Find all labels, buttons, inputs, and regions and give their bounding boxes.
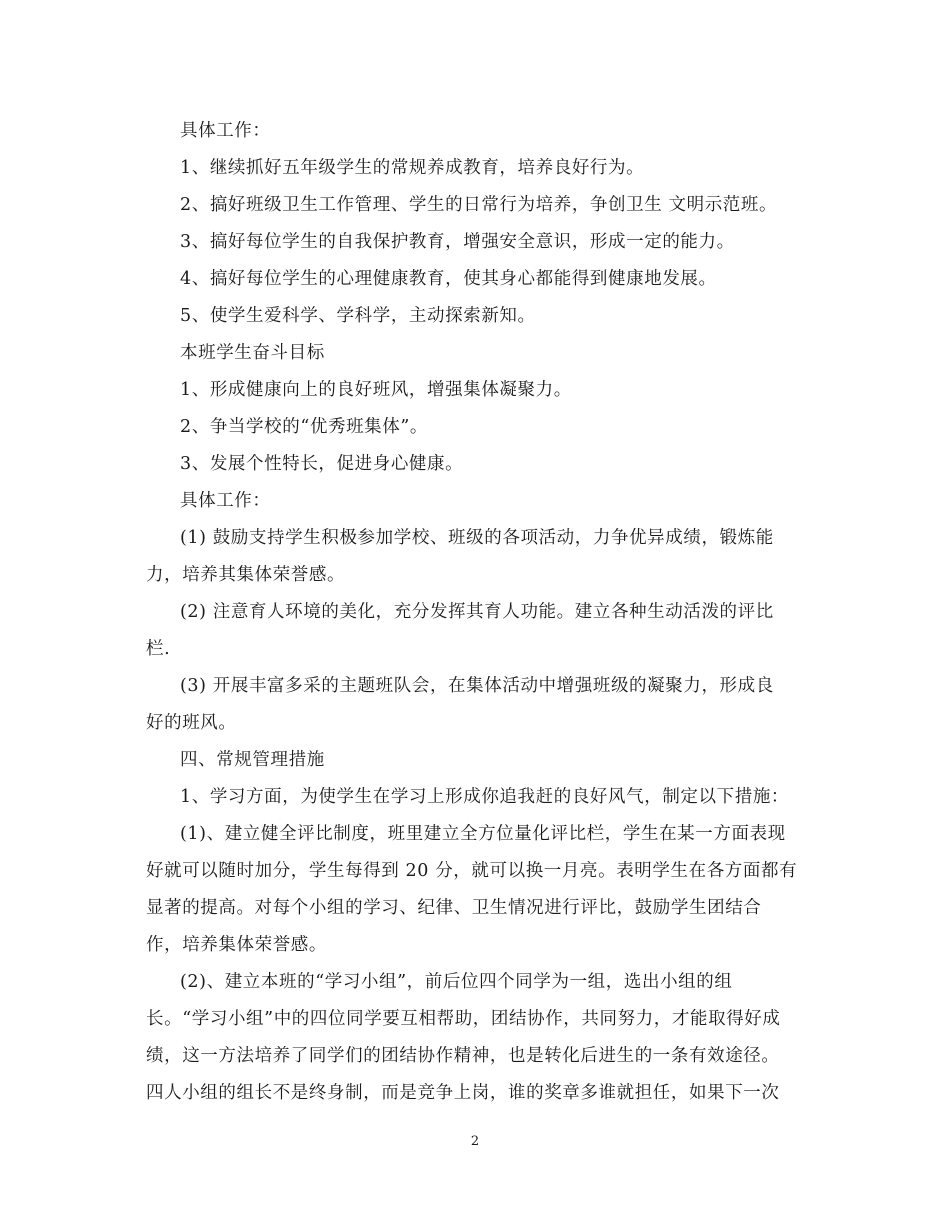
paragraph-line: 2、搞好班级卫生工作管理、学生的日常行为培养，争创卫生 文明示范班。 <box>180 195 778 215</box>
paragraph-line: 作，培养集体荣誉感。 <box>146 935 327 955</box>
section-heading-specific-work: 具体工作： <box>180 491 271 511</box>
paragraph-line: 5、使学生爱科学、学科学，主动探索新知。 <box>180 306 536 326</box>
paragraph-line: 3、搞好每位学生的自我保护教育，增强安全意识，形成一定的能力。 <box>180 232 735 252</box>
paragraph-line: (1)、建立健全评比制度，班里建立全方位量化评比栏，学生在某一方面表现 <box>180 824 786 844</box>
paragraph-line: (2) 注意育人环境的美化，充分发挥其育人功能。建立各种生动活泼的评比 <box>180 602 774 622</box>
paragraph-line: 1、形成健康向上的良好班风，增强集体凝聚力。 <box>180 380 572 400</box>
document-body <box>146 113 814 1112</box>
paragraph-line: (1) 鼓励支持学生积极参加学校、班级的各项活动，力争优异成绩，锻炼能 <box>180 528 774 548</box>
section-heading-class-goals: 本班学生奋斗目标 <box>180 343 325 363</box>
paragraph-line: 栏. <box>146 639 171 659</box>
paragraph-line: 显著的提高。对每个小组的学习、纪律、卫生情况进行评比，鼓励学生团结合 <box>146 898 762 918</box>
paragraph-line: 1、继续抓好五年级学生的常规养成教育，培养良好行为。 <box>180 158 645 178</box>
paragraph-line: 1、学习方面，为使学生在学习上形成你追我赶的良好风气，制定以下措施： <box>180 787 790 807</box>
paragraph-line: (2)、建立本班的“学习小组”，前后位四个同学为一组，选出小组的组 <box>180 972 733 992</box>
paragraph-line: (3) 开展丰富多采的主题班队会，在集体活动中增强班级的凝聚力，形成良 <box>180 676 774 696</box>
section-heading-routine-management: 四、常规管理措施 <box>180 750 325 770</box>
paragraph-line: 4、搞好每位学生的心理健康教育，使其身心都能得到健康地发展。 <box>180 269 717 289</box>
paragraph-line: 力，培养其集体荣誉感。 <box>146 565 346 585</box>
paragraph-line: 好的班风。 <box>146 713 237 733</box>
section-heading-specific-work: 具体工作： <box>180 121 271 141</box>
page-number: 2 <box>470 1134 480 1149</box>
paragraph-line: 长。“学习小组”中的四位同学要互相帮助，团结协作，共同努力，才能取得好成 <box>146 1009 781 1029</box>
paragraph-line: 2、争当学校的“优秀班集体”。 <box>180 417 429 437</box>
paragraph-line: 绩，这一方法培养了同学们的团结协作精神，也是转化后进生的一条有效途径。 <box>146 1046 780 1066</box>
paragraph-line: 3、发展个性特长，促进身心健康。 <box>180 454 464 474</box>
paragraph-line: 四人小组的组长不是终身制，而是竞争上岗，谁的奖章多谁就担任，如果下一次 <box>146 1083 780 1103</box>
paragraph-line: 好就可以随时加分，学生每得到 20 分，就可以换一月亮。表明学生在各方面都有 <box>146 861 798 881</box>
